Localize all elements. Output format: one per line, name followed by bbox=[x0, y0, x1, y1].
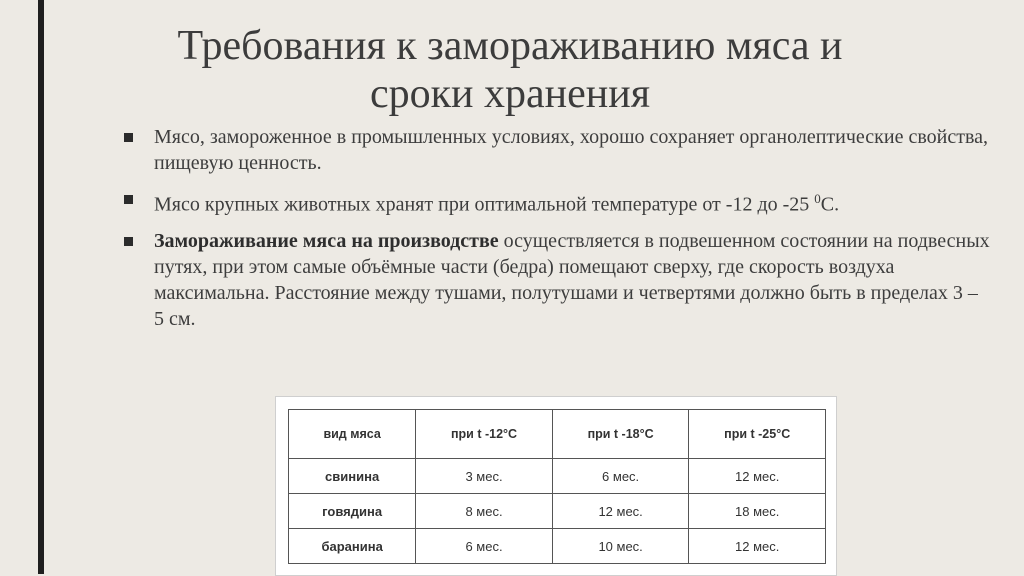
bullet-text: Мясо, замороженное в промышленных условиях, хорошо сохраняет органолептические свойства, пищевую ценность. bbox=[154, 126, 989, 174]
storage-table bbox=[288, 409, 826, 564]
bullet-square-icon bbox=[124, 195, 133, 204]
title-line-2: сроки хранения bbox=[369, 71, 651, 117]
header-cell: при t -25°C bbox=[689, 410, 826, 459]
table-cell: говядина bbox=[289, 494, 416, 529]
bullet-text: Мясо крупных животных хранят при оптимальной температуре от -12 до -25 bbox=[154, 193, 815, 216]
bullet-text: осуществляется в подвешенном состоянии на подвесных путях, при этом самые объёмные части (бедра) помещают сверху, где скорость воздуха максимальна. Расстояние между тушами, полутушами и четвертями должно быть в пределах 3 – 5 см. bbox=[154, 229, 990, 330]
table-cell: 12 мес. bbox=[689, 459, 826, 494]
title-line-1: Требования к замораживанию мяса и bbox=[177, 23, 843, 69]
table-cell: 8 мес. bbox=[416, 494, 553, 529]
storage-table-image bbox=[275, 396, 837, 576]
header-cell: при t -18°C bbox=[552, 410, 689, 459]
table-cell: 10 мес. bbox=[552, 529, 689, 564]
table-row bbox=[289, 494, 826, 529]
table-cell: 6 мес. bbox=[416, 529, 553, 564]
table-cell: 3 мес. bbox=[416, 459, 553, 494]
header-cell: вид мяса bbox=[289, 410, 416, 459]
bullet-item bbox=[120, 186, 990, 218]
slide-title bbox=[70, 22, 950, 118]
table-cell: свинина bbox=[289, 459, 416, 494]
header-cell: при t -12°C bbox=[416, 410, 553, 459]
bullet-list bbox=[120, 124, 990, 342]
table-row bbox=[289, 459, 826, 494]
table-cell: баранина bbox=[289, 529, 416, 564]
bullet-superscript: 0 bbox=[814, 191, 821, 206]
bullet-item bbox=[120, 124, 990, 176]
bullet-bold-text: Замораживание мяса на производстве bbox=[154, 229, 499, 252]
table-cell: 12 мес. bbox=[552, 494, 689, 529]
bullet-item bbox=[120, 228, 990, 332]
bullet-square-icon bbox=[124, 237, 133, 246]
table-cell: 12 мес. bbox=[689, 529, 826, 564]
table-header-row bbox=[289, 410, 826, 459]
bullet-text-end: С. bbox=[820, 193, 840, 216]
table-cell: 6 мес. bbox=[552, 459, 689, 494]
table-row bbox=[289, 529, 826, 564]
bullet-square-icon bbox=[124, 133, 133, 142]
table-cell: 18 мес. bbox=[689, 494, 826, 529]
left-accent-bar bbox=[38, 0, 44, 574]
